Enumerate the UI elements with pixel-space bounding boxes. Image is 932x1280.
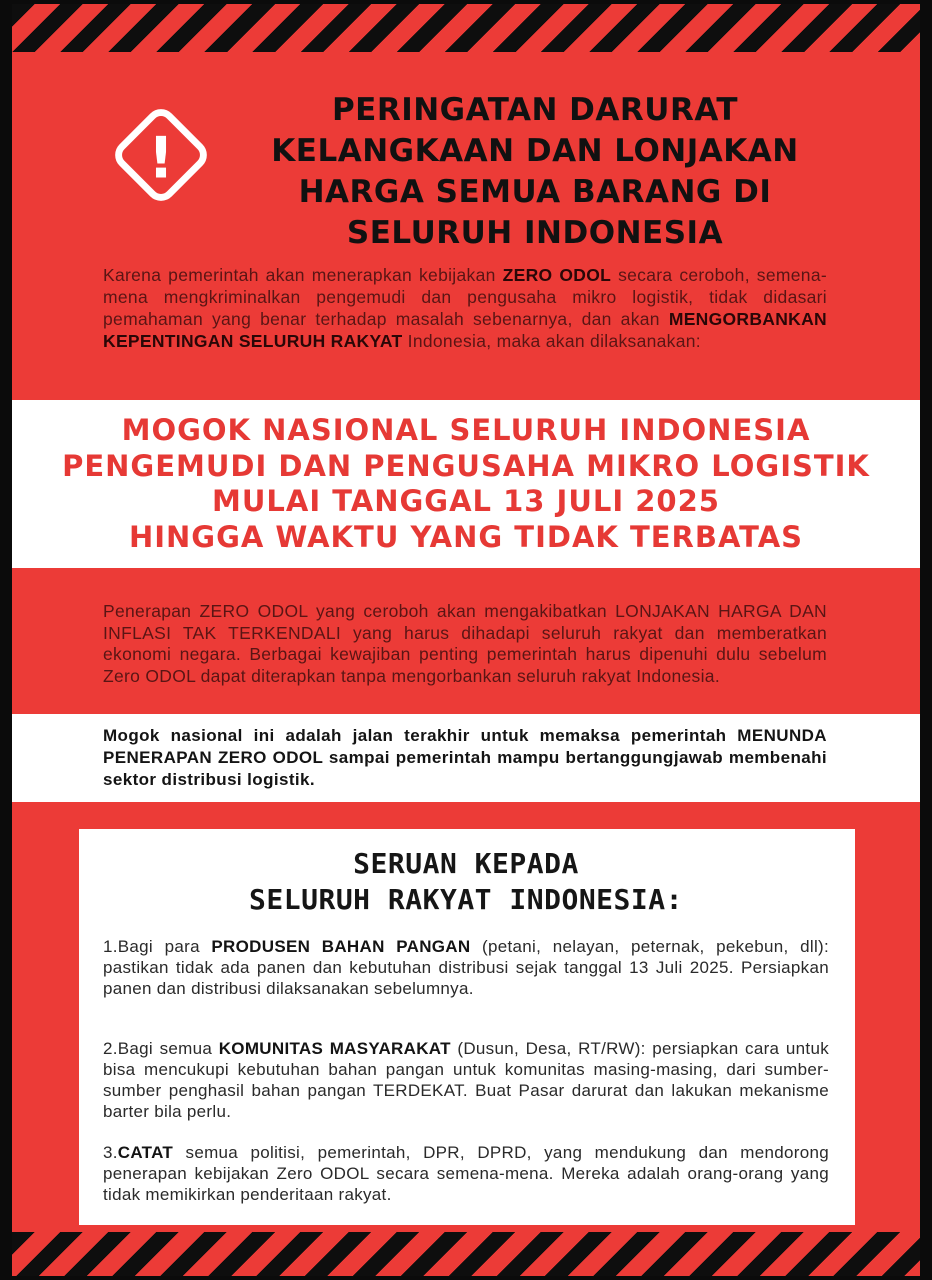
call-title (12, 846, 920, 918)
intro-paragraph (103, 264, 827, 352)
call-title-line: SELURUH RAKYAT INDONESIA: (249, 883, 683, 916)
call-item-prefix: 1.Bagi para (103, 937, 212, 956)
strike-line: PENGEMUDI DAN PENGUSAHA MIKRO LOGISTIK (62, 448, 870, 483)
call-item-text: (Dusun, Desa, RT/RW): persiapkan cara untuk bisa mencukupi kebutuhan bahan pangan untuk komunitas masing-masing, dari sumber-sumber penghasil bahan pangan TERDEKAT. Buat Pasar darurat dan lakukan mekanisme barter bila perlu. (103, 1039, 830, 1121)
headline-line: SELURUH INDONESIA (346, 215, 724, 251)
call-item (103, 936, 829, 999)
call-item-prefix: 2.Bagi semua (103, 1039, 219, 1058)
intro-text: secara ceroboh, semena-mena mengkriminalkan pengemudi dan pengusaha mikro logistik, tidak didasari pemahaman yang benar terhadap masalah sebenarnya, dan akan (103, 265, 827, 329)
call-item (103, 1038, 829, 1122)
intro-text: Indonesia, maka akan dilaksanakan: (402, 331, 701, 351)
hazard-stripe-bottom (12, 1232, 920, 1276)
strike-announcement (12, 413, 920, 555)
purpose-paragraph: Mogok nasional ini adalah jalan terakhir untuk memaksa pemerintah MENUNDA PENERAPAN ZERO ODOL sampai pemerintah mampu bertanggungjawab membenahi sektor distribusi logistik. (103, 726, 827, 789)
call-item (103, 1142, 829, 1205)
call-item-text: semua politisi, pemerintah, DPR, DPRD, yang mendukung dan mendorong penerapan kebijakan Zero ODOL secara semena-mena. Mereka adalah orang-orang yang tidak memikirkan penderitaan rakyat. (103, 1143, 829, 1204)
strike-line: MULAI TANGGAL 13 JULI 2025 (212, 484, 720, 518)
headline-line: HARGA SEMUA BARANG DI (298, 174, 772, 210)
warning-glyph: ! (147, 125, 175, 192)
strike-line: HINGGA WAKTU YANG TIDAK TERBATAS (128, 519, 804, 554)
headline (230, 90, 840, 254)
poster (12, 4, 920, 1276)
intro-text: Karena pemerintah akan menerapkan kebijakan (103, 265, 503, 285)
call-item-bold: CATAT (117, 1143, 174, 1162)
impact-paragraph: Penerapan ZERO ODOL yang ceroboh akan mengakibatkan LONJAKAN HARGA DAN INFLASI TAK TERKENDALI yang harus dihadapi seluruh rakyat dan memberatkan ekonomi negara. Berbagai kewajiban penting pemerintah harus dipenuhi dulu sebelum Zero ODOL dapat diterapkan tanpa mengorbankan seluruh rakyat Indonesia. (103, 601, 827, 686)
intro-bold-sacrifice: MENGORBANKAN KEPENTINGAN SELURUH RAKYAT (103, 309, 827, 351)
strike-line: MOGOK NASIONAL SELURUH INDONESIA (121, 413, 811, 447)
hazard-stripe-top (12, 4, 920, 52)
call-title-line: SERUAN KEPADA (353, 847, 579, 880)
call-item-prefix: 3. (103, 1143, 118, 1162)
call-item-bold: PRODUSEN BAHAN PANGAN (211, 937, 471, 956)
intro-bold-zero-odol: ZERO ODOL (502, 265, 612, 285)
headline-line: KELANGKAAN DAN LONJAKAN (271, 133, 799, 169)
call-item-text: (petani, nelayan, peternak, pekebun, dll): pastikan tidak ada panen dan kebutuhan distribusi sejak tanggal 13 Juli 2025. Persiapkan panen dan distribusi dilaksanakan sebelumnya. (103, 937, 830, 998)
headline-line: PERINGATAN DARURAT (331, 92, 739, 128)
call-item-bold: KOMUNITAS MASYARAKAT (218, 1039, 451, 1058)
warning-exclamation-icon (102, 96, 220, 214)
